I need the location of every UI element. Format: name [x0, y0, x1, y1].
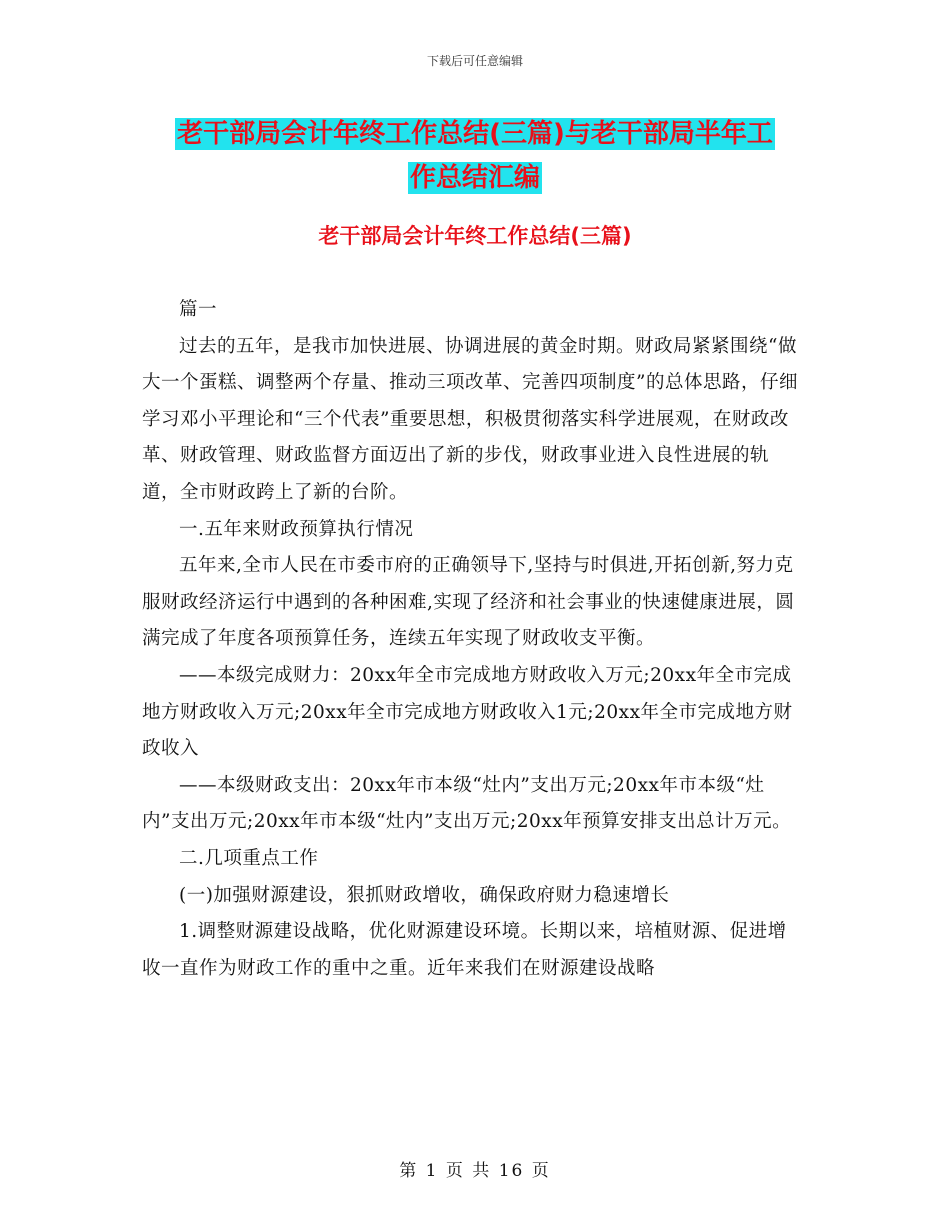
header-note: 下载后可任意编辑 — [426, 54, 523, 68]
paragraph: 1.调整财源建设战略，优化财源建设环境。长期以来，培植财源、促进增收一直作为财政工作的重中之重。近年来我们在财源建设战略 — [142, 921, 787, 979]
paragraph-heading-pian1: 篇一 — [179, 299, 218, 320]
section-heading: 一.五年来财政预算执行情况 — [179, 518, 414, 540]
document-body — [142, 292, 804, 987]
paragraph: 五年来,全市人民在市委市府的正确领导下,坚持与时俱进,开拓创新,努力克服财政经济运行中遇到的各种困难,实现了经济和社会事业的快速健康进展，圆满完成了年度各项预算任务，连续五年实现了财政收支平衡。 — [142, 555, 795, 650]
paragraph: ——本级财政支出：20xx年市本级“灶内”支出万元;20xx年市本级“灶内”支出万元;20xx年市本级“灶内”支出万元;20xx年预算安排支出总计万元。 — [142, 774, 792, 833]
section-heading: 二.几项重点工作 — [179, 847, 319, 869]
subsection-heading: (一)加强财源建设，狠抓财政增收，确保政府财力稳速增长 — [179, 884, 670, 906]
page-number: 第 1 页 共 16 页 — [399, 1161, 551, 1181]
document-title-line2: 作总结汇编 — [409, 163, 540, 193]
paragraph: 过去的五年，是我市加快进展、协调进展的黄金时期。财政局紧紧围绕“做大一个蛋糕、调整两个存量、推动三项改革、完善四项制度”的总体思路，仔细学习邓小平理论和“三个代表”重要思想，积极贯彻落实科学进展观，在财政改革、财政管理、财政监督方面迈出了新的步伐，财政事业进入良性进展的轨道，全市财政跨上了新的台阶。 — [142, 335, 798, 503]
document-title — [150, 112, 800, 200]
section-title: 老干部局会计年终工作总结(三篇) — [318, 224, 632, 248]
document-title-line1: 老干部局会计年终工作总结(三篇)与老干部局半年工 — [177, 119, 773, 149]
paragraph: ——本级完成财力：20xx年全市完成地方财政收入万元;20xx年全市完成地方财政收入万元;20xx年全市完成地方财政收入1元;20xx年全市完成地方财政收入 — [142, 664, 793, 760]
